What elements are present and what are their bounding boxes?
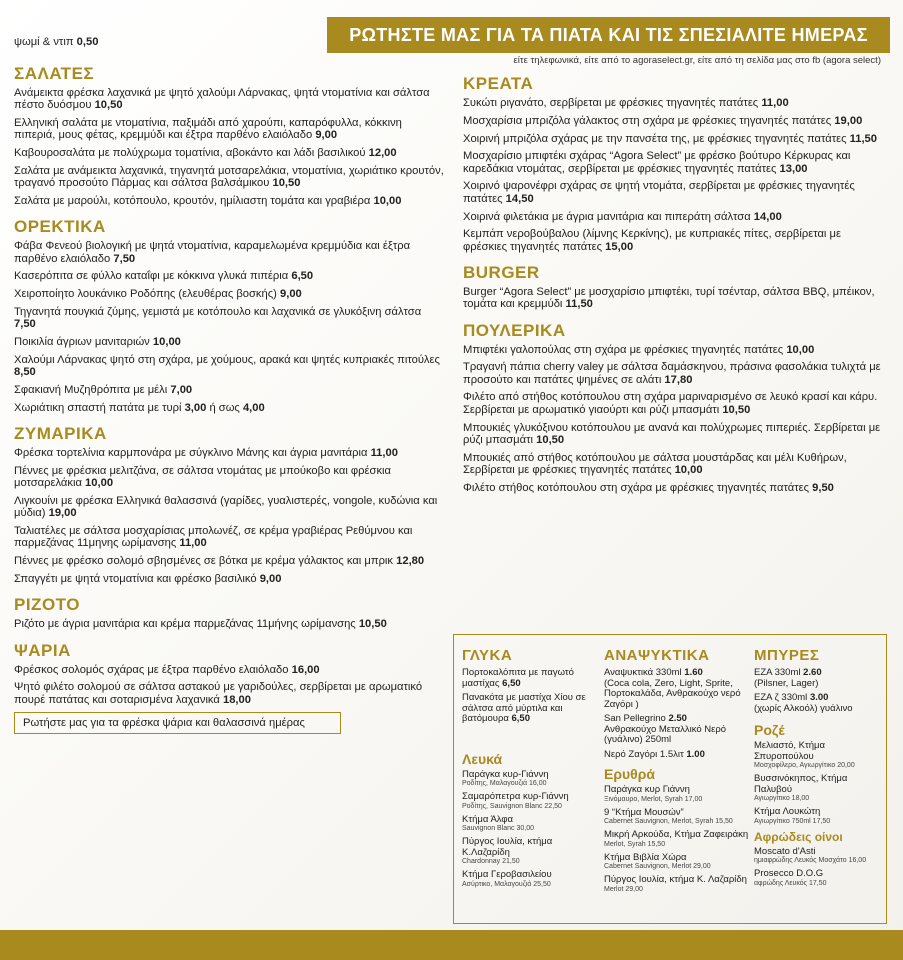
wine-item — [754, 869, 884, 888]
wine-item — [604, 785, 752, 804]
menu-item — [463, 452, 883, 477]
section-title: ΚΡΕΑΤΑ — [463, 74, 534, 93]
wine-name: Παράγκα κυρ-Γιάννη — [462, 768, 549, 780]
item-price: 19,00 — [834, 114, 863, 127]
item-text: Ψητό φιλέτο σολομού σε σάλτσα αστακού με γαριδούλες, σερβίρεται με αρωματικό πουρέ πατάτας και σοταρισμένα λαχανικά — [14, 681, 423, 706]
wine-item — [462, 837, 602, 866]
drinks-col-1 — [462, 647, 602, 893]
menu-item — [14, 525, 444, 550]
wine-name: 9 “Κτήμα Μουσών” — [604, 806, 684, 818]
wine-detail: Αγιωργίτικο 18,00 — [754, 795, 810, 802]
section-title: ΨΑΡΙΑ — [14, 640, 71, 660]
menu-item — [463, 228, 883, 253]
section-title: ΡΙΖΟΤΟ — [14, 595, 80, 615]
drink-extra: Ανθρακούχο Μεταλλικό Νερό (γυάλινο) 250ml — [604, 723, 727, 745]
item-text: Ριζότο με άγρια μανιτάρια και κρέμα παρμεζάνας 11μήνης ωρίμανσης — [14, 618, 356, 631]
item-text: Σαλάτα με μαρούλι, κοτόπουλο, κρουτόν, ημίλιαστη τομάτα και γραβιέρα — [14, 195, 371, 208]
item-price-alt: 4,00 — [242, 401, 265, 414]
item-price: 12,00 — [368, 147, 397, 160]
section-starters — [14, 217, 444, 414]
wine-name: Κτήμα Βιβλία Χώρα — [604, 851, 687, 863]
item-suffix: ή σως — [209, 401, 240, 414]
menu-item — [463, 97, 883, 109]
item-text: Λιγκουίνι με φρέσκα Ελληνικά θαλασσινά (γαρίδες, γυαλιστερές, vongole, κυδώνια και μύδια) — [14, 495, 438, 520]
item-price: 9,50 — [812, 481, 834, 494]
wine-item — [604, 830, 752, 849]
menu-item — [14, 336, 444, 348]
section-risotto — [14, 595, 444, 630]
drink-price: 6,50 — [511, 713, 530, 724]
drink-item — [604, 714, 752, 746]
menu-item — [463, 422, 883, 447]
menu-item — [463, 391, 883, 416]
wine-detail: Ξινόμαυρο, Merlot, Syrah 17,00 — [604, 795, 703, 803]
bread-item — [14, 36, 444, 48]
item-price: 6,50 — [291, 270, 314, 283]
wine-name: Σαμαρόπετρα κυρ-Γιάννη — [462, 791, 569, 802]
wine-name: Moscato d'Asti — [754, 845, 816, 857]
menu-item — [14, 306, 444, 331]
menu-item — [463, 482, 883, 494]
wine-detail: Μοσχοφίλερο, Αγιωργίτικο 20,00 — [754, 762, 855, 769]
item-price: 10,00 — [786, 343, 815, 356]
drink-price: 3.00 — [809, 692, 829, 703]
item-price: 19,00 — [48, 507, 77, 520]
section-salads — [14, 64, 444, 207]
item-text: Χοιρινό ψαρονέφρι σχάρας σε ψητή ντομάτα, σερβίρεται με φρέσκιες τηγανητές πατάτες — [463, 180, 855, 205]
drink-item — [604, 668, 752, 710]
drink-price: 1.00 — [686, 748, 705, 760]
item-price: 18,00 — [222, 693, 251, 706]
menu-item — [14, 465, 444, 490]
drink-price: 2.50 — [668, 713, 687, 724]
drink-item — [754, 668, 884, 689]
wine-name: Κτήμα Άλφα — [462, 813, 514, 825]
wine-name: Παράγκα κυρ Γιάννη — [604, 784, 690, 795]
item-text: Χοιρινά φιλετάκια με άγρια μανιτάρια και πιπεράτη σάλτσα — [463, 210, 751, 223]
wine-item — [462, 815, 602, 834]
item-price: 7,00 — [170, 384, 193, 397]
wine-detail: Chardonnay 21,50 — [462, 858, 520, 865]
wine-name: Κτήμα Γεροβασιλείου — [462, 869, 552, 880]
item-text: Φρέσκος σολομός σχάρας με έξτρα παρθένο ελαιόλαδο — [14, 663, 289, 676]
wine-name: Prosecco D.O.G — [754, 868, 824, 879]
menu-item — [14, 664, 444, 676]
wine-detail: Cabernet Sauvignon, Merlot 29,00 — [604, 863, 711, 870]
item-price: 13,00 — [779, 162, 808, 175]
menu-item — [14, 117, 444, 142]
rose-wine-title: Ροζέ — [754, 722, 785, 738]
menu-item — [463, 180, 883, 205]
drink-item — [462, 668, 602, 689]
item-text: Burger “Agora Select” με μοσχαρίσιο μπιφτέκι, τυρί τσένταρ, σάλτσα BBQ, μπέικον, τομάτα και κρεμμύδι — [463, 285, 875, 311]
item-price: 10,50 — [722, 403, 751, 416]
item-price: 9,00 — [259, 573, 282, 586]
wine-detail: Cabernet Sauvignon, Merlot, Syrah 15,50 — [604, 818, 733, 825]
left-sections — [14, 64, 444, 706]
section-pasta — [14, 424, 444, 585]
item-text: Φιλέτο από στήθος κοτόπουλου στη σχάρα μαριναρισμένο σε λευκό κρασί και κάρυ. Σερβίρεται με αρωματικό γιαούρτι και ρύζι μπασμάτι — [463, 391, 878, 416]
drink-name: San Pellegrino — [604, 713, 666, 724]
menu-item — [463, 361, 883, 386]
wine-name: Μελιαστό, Κτήμα Σπυροπούλου — [754, 740, 826, 762]
item-price: 3,00 — [184, 401, 207, 414]
red-wine-list — [604, 785, 752, 894]
wine-name: Πύργος Ιουλία, κτήμα Κ. Λαζαρίδη — [604, 874, 747, 885]
drink-name: Πανακότα με μαστίχα Χίου σε σάλτσα από μύρτιλα και βατόμουρα — [462, 692, 586, 724]
item-text: Μοσχαρίσιο μπιφτέκι σχάρας “Agora Select” με φρέσκο βούτυρο Κέρκυρας και καρεδάκια ντομάτας, σερβίρεται με φρέσκιες τηγανητές πατάτες — [463, 150, 851, 175]
bread-text: ψωμί & ντιπ — [14, 36, 74, 48]
beers-title: ΜΠΥΡΕΣ — [754, 647, 820, 664]
section-title: ΠΟΥΛΕΡΙΚΑ — [463, 320, 566, 340]
wine-detail: Ροδίτης, Μαλαγουζιά 16,00 — [462, 780, 547, 787]
section-title: ΟΡΕΚΤΙΚΑ — [14, 217, 106, 237]
item-text: Μπιφτέκι γαλοπούλας στη σχάρα με φρέσκιες τηγανητές πατάτες — [463, 343, 784, 356]
menu-item — [14, 681, 444, 706]
wine-detail: Merlot, Syrah 15,50 — [604, 840, 666, 848]
menu-item — [14, 288, 444, 300]
item-text: Κασερόπιτα σε φύλλο καταΐφι με κόκκινα γλυκά πιπέρια — [14, 270, 289, 283]
wine-detail: Merlot 29,00 — [604, 885, 643, 893]
beers-list — [754, 668, 884, 714]
wine-item — [754, 807, 884, 826]
drink-name: ΕΖΑ ζ 330ml — [754, 692, 808, 703]
red-wine-title: Ερυθρά — [604, 766, 655, 782]
item-text: Τηγανητά πουγκιά ζύμης, γεμιστά με κοτόπουλο και λαχανικά σε γλυκόξινη σάλτσα — [14, 306, 422, 319]
item-price: 10,50 — [94, 99, 123, 112]
drink-name: ΕΖΑ 330ml — [754, 667, 801, 678]
item-price: 7,50 — [14, 318, 36, 331]
menu-item — [14, 195, 444, 207]
item-text: Σφακιανή Μυζηθρόπιτα με μέλι — [14, 384, 168, 397]
sparkling-wine-title: Αφρώδεις οίνοι — [754, 829, 843, 844]
item-text: Καβουροσαλάτα με πολύχρωμα τοματίνια, αβοκάντο και λάδι βασιλικού — [14, 147, 366, 160]
drink-extra: (Pilsner, Lager) — [754, 677, 819, 689]
menu-item — [14, 402, 444, 414]
rose-wine-list — [754, 741, 884, 826]
item-price: 10,00 — [674, 463, 703, 476]
sweets-list — [462, 668, 602, 725]
item-text: Ανάμεικτα φρέσκα λαχανικά με ψητό χαλούμι Λάρνακας, ψητά ντοματίνια και σάλτσα πέστο δυόσμου — [14, 87, 430, 112]
item-price: 10,00 — [85, 477, 114, 490]
menu-item — [14, 618, 444, 630]
wine-item — [462, 770, 602, 789]
menu-item — [463, 344, 883, 356]
section-fish — [14, 641, 444, 706]
menu-item — [14, 147, 444, 159]
footer-bar — [0, 930, 903, 960]
menu-item — [14, 240, 444, 265]
item-text: Χαλούμι Λάρνακας ψητό στη σχάρα, με χούμους, αρακά και ψητές κυπριακές πιτούλες — [14, 353, 440, 366]
drink-name: Αναψυκτικά 330ml — [604, 667, 682, 678]
wine-detail: ημιαφρώδης Λευκός Μοσχάτο 16,00 — [754, 857, 867, 864]
menu-item — [14, 495, 444, 520]
drink-price: 6,50 — [502, 677, 521, 689]
drinks-col-2 — [604, 647, 752, 898]
drink-price: 2.60 — [803, 667, 822, 678]
menu-item — [463, 133, 883, 145]
item-text: Πέννες με φρέσκια μελιτζάνα, σε σάλτσα ντομάτας με μπούκοβο και φρέσκια μοτσαρελάκια — [14, 464, 391, 490]
wine-item — [604, 875, 752, 894]
wine-detail: αφρώδης Λευκός 17,50 — [754, 879, 827, 887]
item-text: Φιλέτο στήθος κοτόπουλου στη σχάρα με φρέσκιες τηγανητές πατάτες — [463, 481, 809, 494]
item-text: Μπουκιές γλυκόξινου κοτόπουλου με ανανά και πολύχρωμες πιπεριές. Σερβίρεται με ρύζι μπασμάτι — [463, 421, 881, 446]
drink-name: Πορτοκαλόπιτα με παγωτό μαστίχας — [462, 667, 574, 689]
item-text: Συκώτι ριγανάτο, σερβίρεται με φρέσκιες τηγανητές πατάτες — [463, 97, 759, 109]
item-text: Ποικιλία άγριων μανιταριών — [14, 336, 150, 349]
item-price: 10,00 — [152, 336, 181, 349]
white-wine-title: Λευκά — [462, 750, 503, 767]
item-text: Φάβα Φενεού βιολογική με ψητά ντοματίνια, καραμελωμένα κρεμμύδια και έξτρα παρθένο ελαιόλαδο — [14, 240, 411, 265]
item-price: 7,50 — [113, 252, 136, 265]
item-text: Ελληνική σαλάτα με ντοματίνια, παξιμάδι από χαρούπι, καπαρόφυλλα, κόκκινη πιπεριά, μους φέτας, κρεμμύδι και έξτρα παρθένο ελαιόλαδο — [14, 117, 402, 142]
menu-item — [14, 354, 444, 379]
wine-item — [604, 853, 752, 872]
item-text: Τραγανή πάπια cherry valey με σάλτσα δαμάσκηνου, πράσινα φασολάκια τυλιχτά με προσούτο και πατάτες ψημένες σε αλάτι — [463, 361, 881, 386]
sweets-title: ΓΛΥΚΑ — [462, 647, 513, 664]
drinks-col-3 — [754, 647, 884, 892]
banner-text: ΡΩΤΗΣΤΕ ΜΑΣ ΓΙΑ ΤΑ ΠΙΑΤΑ ΚΑΙ ΤΙΣ ΣΠΕΣΙΑΛΙΤΕ ΗΜΕΡΑΣ — [349, 24, 868, 45]
left-column — [14, 36, 444, 734]
wine-detail: Ασύρτικο, Μαλαγουζιά 25,50 — [462, 880, 551, 888]
item-price: 16,00 — [291, 663, 320, 676]
drinks-box — [453, 634, 887, 924]
item-price: 9,00 — [315, 129, 338, 142]
drink-price: 1.60 — [684, 667, 703, 678]
drink-item — [462, 693, 602, 725]
item-price: 10,50 — [536, 433, 565, 446]
fish-notice: Ρωτήστε μας για τα φρέσκα ψάρια και θαλασσινά ημέρας — [14, 712, 341, 734]
item-price: 9,00 — [279, 288, 302, 301]
sparkling-wine-list — [754, 847, 884, 888]
item-text: Πέννες με φρέσκο σολομό σβησμένες σε βότκα με κρέμα γάλακτος και μπρικ — [14, 555, 394, 568]
wine-detail: Αγιωργίτικο 750ml 17,50 — [754, 817, 831, 825]
item-price: 11,00 — [179, 537, 207, 550]
item-text: Σαλάτα με ανάμεικτα λαχανικά, τηγανητά μοτσαρελάκια, ντοματίνια, χωριάτικο κρουτόν, τραγανό προσούτο Πάρμας και σάλτσα βαλσάμικου — [14, 164, 444, 190]
item-price: 8,50 — [14, 366, 36, 379]
item-price: 14,50 — [505, 192, 534, 205]
item-price: 11,50 — [565, 298, 593, 311]
menu-item — [463, 286, 883, 311]
menu-item — [463, 211, 883, 223]
wine-item — [462, 792, 602, 811]
item-price: 11,00 — [370, 447, 398, 460]
drink-name: Νερό Ζαγόρι 1.5λιτ — [604, 748, 684, 760]
drink-item — [604, 750, 752, 761]
menu-item — [463, 150, 883, 175]
section-title: BURGER — [463, 262, 540, 282]
item-price: 15,00 — [605, 240, 634, 253]
bread-price: 0,50 — [76, 36, 99, 48]
item-text: Σπαγγέτι με ψητά ντοματίνια και φρέσκο βασιλικό — [14, 573, 257, 586]
menu-item — [14, 555, 444, 567]
item-price: 10,00 — [373, 195, 402, 208]
wine-name: Πύργος Ιουλία, κτήμα Κ.Λαζαρίδη — [462, 836, 553, 858]
item-text: Μπουκιές από στήθος κοτόπουλου με σάλτσα μουστάρδας και μέλι Κυθήρων, Σερβίρεται με φρέσκιες τηγανητές πατάτες — [463, 451, 847, 476]
wine-item — [754, 847, 884, 866]
drink-item — [754, 693, 884, 714]
wine-name: Μικρή Αρκούδα, Κτήμα Ζαφειράκη — [604, 829, 749, 840]
section-burger — [463, 263, 883, 311]
item-text: Ταλιατέλες με σάλτσα μοσχαρίσιας μπολωνέζ, σε κρέμα γραβιέρας Ρεθύμνου και παρμεζάνας 11μηνης ωρίμανσης — [14, 525, 413, 550]
right-column — [463, 74, 883, 500]
menu-item — [463, 115, 883, 127]
section-poultry — [463, 321, 883, 494]
item-price: 12,80 — [396, 555, 425, 568]
menu-item — [14, 573, 444, 585]
item-text: Χωριάτικη σπαστή πατάτα με τυρί — [14, 401, 182, 414]
drink-extra: (χωρίς Αλκοόλ) γυάλινο — [754, 702, 853, 714]
wine-item — [754, 741, 884, 770]
menu-item — [14, 165, 444, 190]
menu-item — [14, 87, 444, 112]
menu-item — [14, 447, 444, 459]
white-wine-list — [462, 770, 602, 889]
item-text: Χοιρινή μπριζόλα σχάρας με την πανσέτα της, με φρέσκιες τηγανητές πατάτες — [463, 132, 847, 145]
wine-detail: Ροδίτης, Sauvignon Blanc 22,50 — [462, 802, 562, 810]
section-title: ΣΑΛΑΤΕΣ — [14, 64, 95, 83]
item-price: 17,80 — [664, 373, 693, 386]
wine-item — [462, 870, 602, 889]
wine-item — [604, 808, 752, 827]
wine-item — [754, 774, 884, 803]
wine-detail: Sauvignon Blanc 30,00 — [462, 825, 534, 832]
soft-drinks-title: ΑΝΑΨΥΚΤΙΚΑ — [604, 647, 710, 664]
item-price: 11,50 — [849, 132, 878, 145]
item-text: Χειροποίητο λουκάνικο Ροδόπης (ελευθέρας βοσκής) — [14, 288, 277, 301]
menu-item — [14, 384, 444, 396]
soft-drinks-list — [604, 668, 752, 760]
item-text: Μοσχαρίσια μπριζόλα γάλακτος στη σχάρα με φρέσκιες τηγανητές πατάτες — [463, 114, 832, 127]
wine-name: Κτήμα Λουκώτη — [754, 806, 821, 817]
item-price: 14,00 — [753, 210, 782, 223]
section-meats — [463, 74, 883, 253]
item-price: 11,00 — [761, 97, 789, 109]
wine-name: Βυσσινόκηπος, Κτήμα Παλυβού — [754, 773, 848, 795]
menu-item — [14, 270, 444, 282]
item-text: Φρέσκα τορτελίνια καρμπονάρα με σύγκλινο Μάνης και άγρια μανιτάρια — [14, 447, 368, 460]
item-price: 10,50 — [272, 177, 301, 190]
banner-subtitle: είτε τηλεφωνικά, είτε από το agoraselect.gr, είτε από τη σελίδα μας στο fb (agora select) — [513, 55, 881, 66]
right-sections — [463, 74, 883, 494]
drink-extra: (Coca cola, Zero, Light, Sprite, Πορτοκαλάδα, Ανθρακούχο νερό Ζαγόρι ) — [604, 677, 741, 710]
item-price: 10,50 — [358, 618, 387, 631]
item-text: Κεμπάπ νεροβούβαλου (λίμνης Κερκίνης), με κυπριακές πίτες, σερβίρεται με φρέσκιες τηγανητές πατάτες — [463, 228, 841, 253]
section-title: ΖΥΜΑΡΙΚΑ — [14, 424, 107, 444]
